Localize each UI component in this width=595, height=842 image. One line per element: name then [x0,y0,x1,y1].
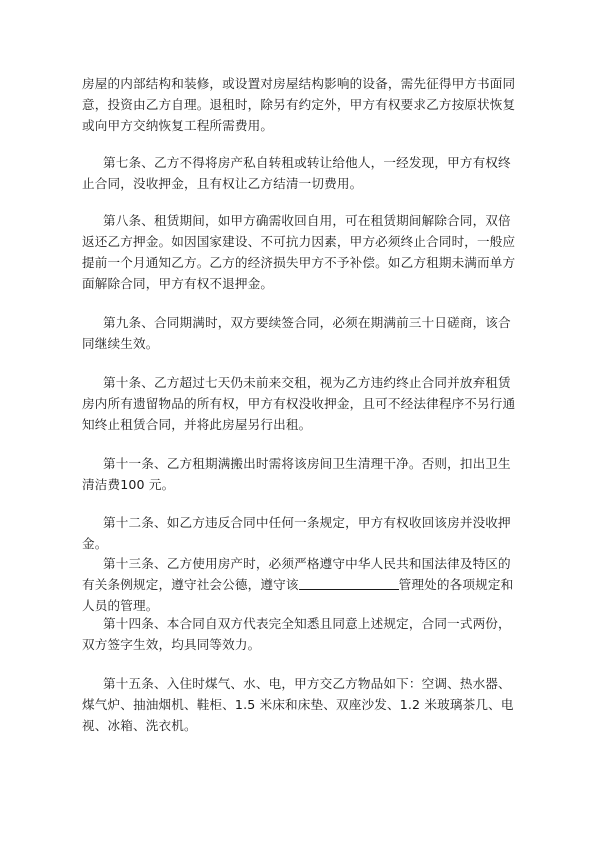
clause-12: 第十二条、如乙方违反合同中任何一条规定，甲方有权收回该房并没收押金。 [82,515,511,551]
clause-10: 第十条、乙方超过七天仍未前来交租，视为乙方违约终止合同并放弃租赁房内所有遗留物品的所有权，甲方有权没收押金，且可不经法律程序不另行通知终止租赁合同，并将此房屋另行出租。 [82,375,516,432]
clause-14: 第十四条、本合同自双方代表完全知悉且同意上述规定，合同一式两份，双方签字生效，均具同等效力。 [82,616,511,652]
clause-11: 第十一条、乙方租期满搬出时需将该房间卫生清理干净。否则，扣出卫生清洁费100 元。 [82,456,511,492]
clause-7: 第七条、乙方不得将房产私自转租或转让给他人，一经发现，甲方有权终止合同，没收押金，且有权让乙方结清一切费用。 [82,155,511,191]
clause-13 [82,553,522,616]
clause-15: 第十五条、入住时煤气、水、电，甲方交乙方物品如下：空调、热水器、煤气炉、抽油烟机、鞋柜、1.5 米床和床垫、双座沙发、1.2 米玻璃茶几、电视、冰箱、洗衣机。 [82,676,514,733]
paragraph-renovation-continued: 房屋的内部结构和装修，或设置对房屋结构影响的设备，需先征得甲方书面同意，投资由乙方自理。退租时，除另有约定外，甲方有权要求乙方按原状恢复或向甲方交纳恢复工程所需费用。 [82,76,516,133]
management-office-blank [299,576,399,590]
clause-9: 第九条、合同期满时，双方要续签合同，必须在期满前三十日磋商，该合同继续生效。 [82,315,511,351]
clause-8: 第八条、租赁期间，如甲方确需收回自用，可在租赁期间解除合同，双倍返还乙方押金。如因国家建设、不可抗力因素，甲方必须终止合同时，一般应提前一个月通知乙方。乙方的经济损失甲方不予补偿。如乙方租期未满而单方面解除合同，甲方有权不退押金。 [82,213,516,291]
clause-13-text-before: 第十三条、乙方使用房产时，必须严格遵守中华人民共和国法律及特区的有关条例规定，遵守社会公德，遵守该 [82,556,511,592]
clause-13-text-after: 管理处的各项规定和人员的管理。 [82,577,514,613]
